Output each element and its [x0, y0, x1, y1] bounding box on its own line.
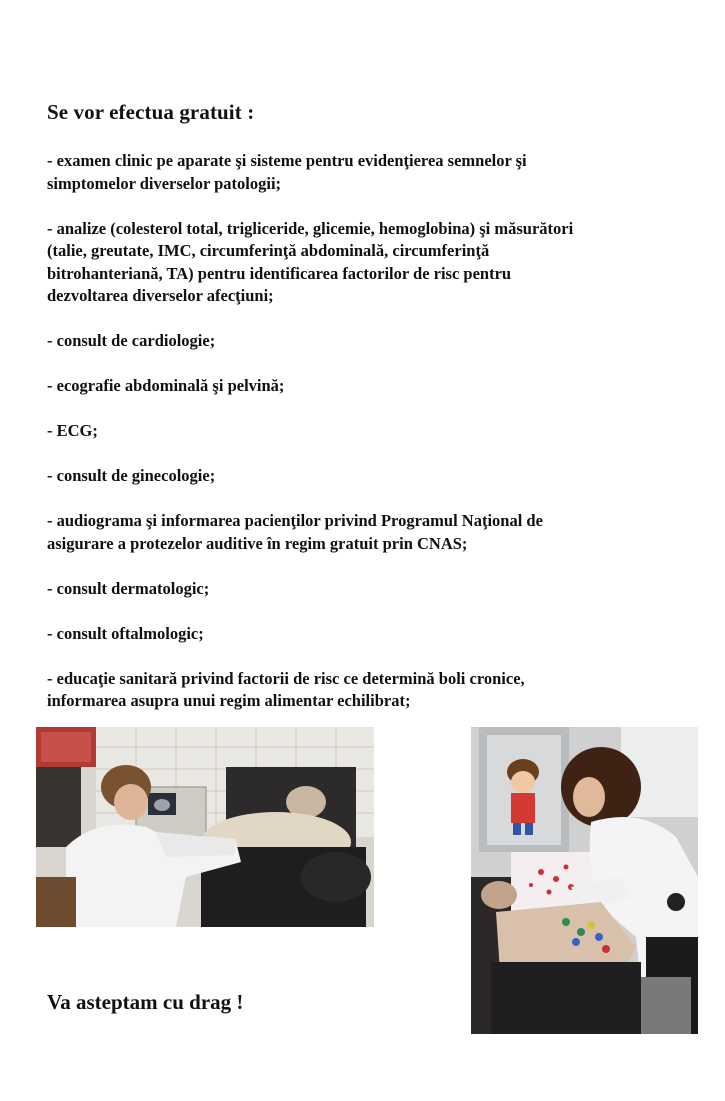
list-item: - consult dermatologic;: [47, 578, 210, 598]
ultrasound-exam-photo: [36, 727, 374, 927]
list-item: - consult oftalmologic;: [47, 623, 204, 643]
list-item: - consult de ginecologie;: [47, 466, 216, 485]
list-item: - educaţie sanitară privind factorii de risc ce determină boli cronice, informarea asupra unui regim alimentar echilibrat;: [47, 668, 525, 710]
services-list: [47, 150, 697, 735]
list-item: - analize (colesterol total, trigliceride, glicemie, hemoglobina) şi măsurători (talie, greutate, IMC, circumferinţă abdominală, circumferinţă bitrohanteriană, TA) pentru identificarea factorilor de risc pentru dezvoltarea diverselor afecţiuni;: [47, 218, 574, 305]
list-item: - ECG;: [47, 421, 98, 440]
ecg-exam-photo: [471, 727, 698, 1034]
closing-message: Va asteptam cu drag !: [47, 990, 244, 1014]
list-item: - examen clinic pe aparate şi sisteme pentru evidenţierea semnelor şi simptomelor diverselor patologii;: [47, 151, 527, 193]
list-item: - consult de cardiologie;: [47, 331, 216, 350]
list-item: - ecografie abdominală şi pelvină;: [47, 376, 285, 395]
page-heading: Se vor efectua gratuit :: [47, 100, 255, 124]
list-item: - audiograma şi informarea pacienţilor privind Programul Naţional de asigurare a protezelor auditive în regim gratuit prin CNAS;: [47, 511, 543, 553]
